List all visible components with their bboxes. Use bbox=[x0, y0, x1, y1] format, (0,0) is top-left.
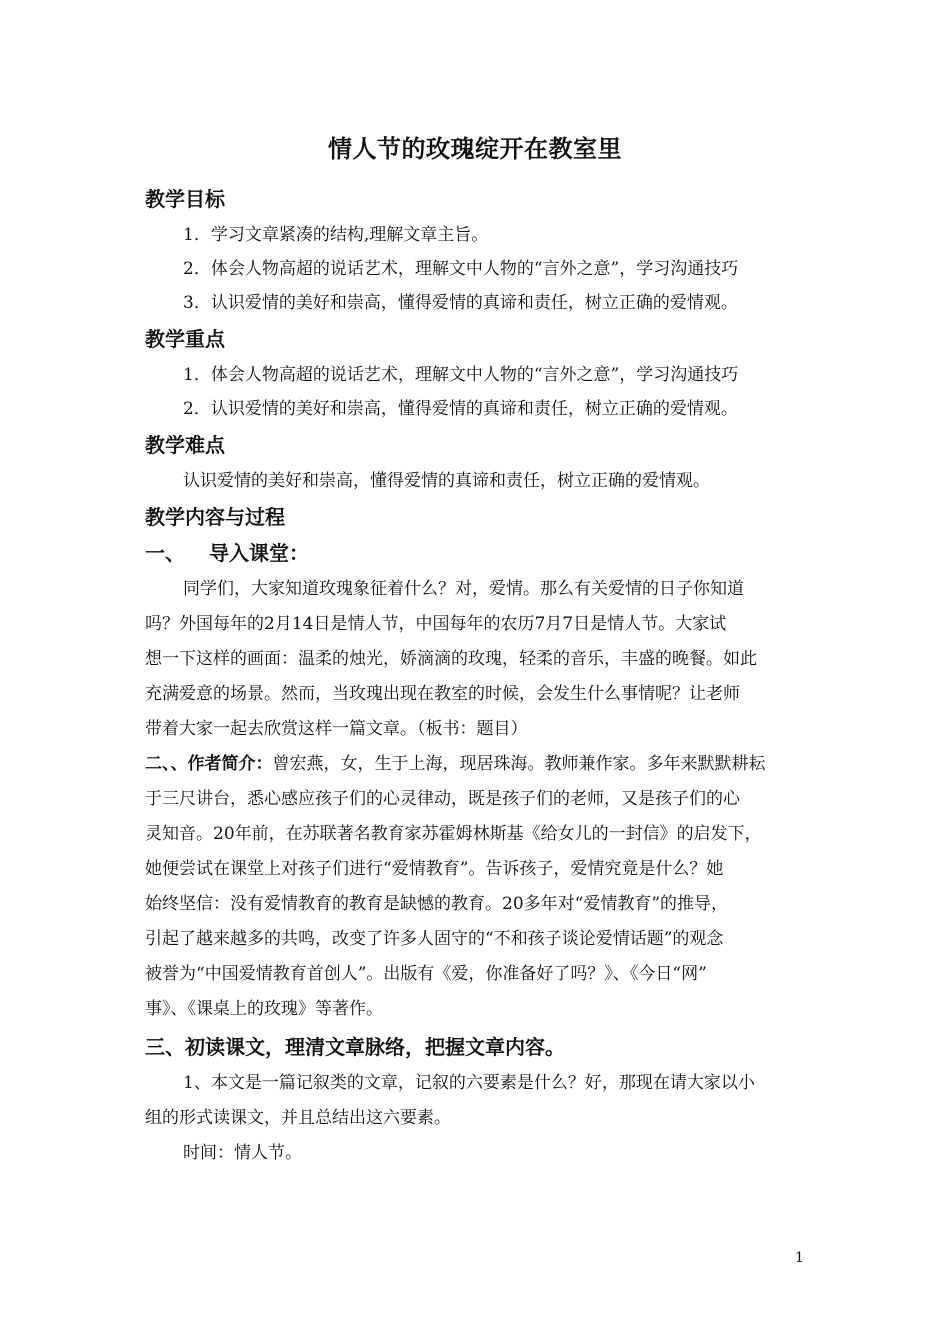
section-1-line-5: 带着大家一起去欣赏这样一篇文章。（板书：题目） bbox=[145, 719, 528, 739]
section-2-line-8: 事》、《课桌上的玫瑰》等著作。 bbox=[145, 999, 383, 1019]
section-3-line-1: 1、本文是一篇记叙类的文章，记叙的六要素是什么？好，那现在请大家以小 bbox=[183, 1073, 755, 1093]
section-2-line-4: 她便尝试在课堂上对孩子们进行“爱情教育”。告诉孩子，爱情究竟是什么？她 bbox=[145, 859, 724, 879]
section-1-number: 一、 bbox=[145, 541, 185, 565]
goals-heading: 教学目标 bbox=[145, 187, 225, 211]
section-1-title: 导入课堂： bbox=[209, 541, 309, 565]
section-2-line-6: 引起了越来越多的共鸣，改变了许多人固守的“不和孩子谈论爱情话题”的观念 bbox=[145, 929, 724, 949]
difficulty-heading: 教学难点 bbox=[145, 433, 225, 457]
section-2-label: 二、、作者简介： bbox=[145, 754, 273, 774]
section-1-line-3: 想一下这样的画面：温柔的烛光，娇滴滴的玫瑰，轻柔的音乐，丰盛的晚餐。如此 bbox=[145, 649, 757, 669]
section-1-line-4: 充满爱意的场景。然而，当玫瑰出现在教室的时候，会发生什么事情呢？让老师 bbox=[145, 684, 740, 704]
section-2-line-7: 被誉为“中国爱情教育首创人”。出版有《爱，你准备好了吗？》、《今日“网” bbox=[145, 964, 707, 984]
key-point-item-2: 2．认识爱情的美好和崇高，懂得爱情的真谛和责任，树立正确的爱情观。 bbox=[183, 399, 738, 419]
section-2-first-line bbox=[145, 751, 810, 777]
process-heading: 教学内容与过程 bbox=[145, 505, 285, 529]
section-2-line-3: 灵知音。20年前，在苏联著名教育家苏霍姆林斯基《给女儿的一封信》的启发下， bbox=[145, 824, 762, 844]
goal-item-1: 1．学习文章紧凑的结构,理解文章主旨。 bbox=[183, 225, 489, 245]
section-3-line-3: 时间：情人节。 bbox=[183, 1143, 302, 1163]
section-3-line-2: 组的形式读课文，并且总结出这六要素。 bbox=[145, 1108, 451, 1128]
section-1-line-2: 吗？外国每年的2月14日是情人节，中国每年的农历7月7日是情人节。大家试 bbox=[145, 614, 727, 634]
section-2-line-1: 曾宏燕，女，生于上海，现居珠海。教师兼作家。多年来默默耕耘 bbox=[272, 754, 766, 774]
key-point-item-1: 1．体会人物高超的说话艺术，理解文中人物的“言外之意”，学习沟通技巧 bbox=[183, 365, 739, 385]
section-2-line-5: 始终坚信：没有爱情教育的教育是缺憾的教育。20多年对“爱情教育”的推导， bbox=[145, 894, 729, 914]
section-2-line-2: 于三尺讲台，悉心感应孩子们的心灵律动，既是孩子们的老师，又是孩子们的心 bbox=[145, 789, 740, 809]
goal-item-3: 3．认识爱情的美好和崇高，懂得爱情的真谛和责任，树立正确的爱情观。 bbox=[183, 293, 738, 313]
section-3-heading: 三、初读课文，理清文章脉络，把握文章内容。 bbox=[145, 1035, 565, 1059]
section-1-line-1: 同学们，大家知道玫瑰象征着什么？对，爱情。那么有关爱情的日子你知道 bbox=[183, 579, 744, 599]
key-points-heading: 教学重点 bbox=[145, 327, 225, 351]
page-number: 1 bbox=[795, 1250, 804, 1266]
goal-item-2: 2．体会人物高超的说话艺术，理解文中人物的“言外之意”，学习沟通技巧 bbox=[183, 259, 739, 279]
document-title: 情人节的玫瑰绽开在教室里 bbox=[328, 134, 622, 163]
difficulty-text: 认识爱情的美好和崇高，懂得爱情的真谛和责任，树立正确的爱情观。 bbox=[183, 471, 710, 491]
section-1-heading bbox=[145, 538, 810, 568]
